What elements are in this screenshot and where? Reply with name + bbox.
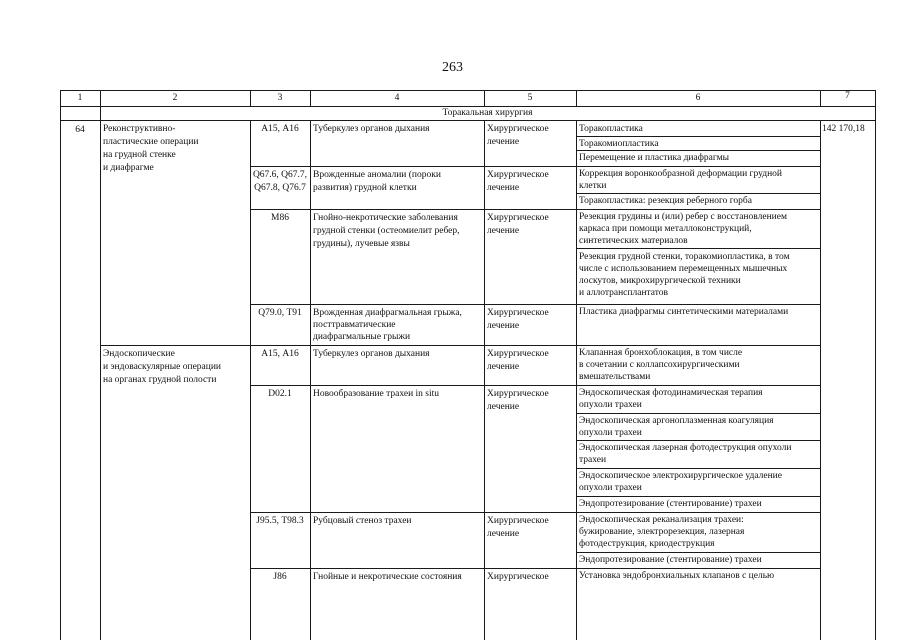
rule	[576, 136, 820, 137]
method: Эндопротезирование (стентирование) трахеи	[579, 499, 762, 509]
group-name: Реконструктивно-	[103, 124, 176, 134]
diagnosis: Врожденная диафрагмальная грыжа,	[313, 308, 462, 318]
method: Эндопротезирование (стентирование) трахеи	[579, 555, 762, 565]
treatment: Хирургическое	[487, 213, 549, 223]
column-header: 7	[845, 91, 850, 101]
icd-codes: М86	[271, 213, 289, 223]
treatment: Хирургическое	[487, 170, 549, 180]
column-header: 1	[77, 93, 83, 103]
method: каркаса при помощи металлоконструкций,	[579, 224, 752, 234]
method: опухоли трахеи	[579, 483, 642, 493]
method: Резекция грудной стенки, торакомиопластика, в том	[579, 252, 790, 262]
treatment: лечение	[487, 226, 520, 236]
group-name: пластические операции	[103, 137, 199, 147]
method: клетки	[579, 181, 607, 191]
price: 142 170,18	[822, 124, 865, 134]
method: Пластика диафрагмы синтетическими материалами	[579, 307, 789, 317]
method: Резекция грудины и (или) ребер с восстановлением	[579, 212, 787, 222]
rule	[250, 512, 820, 513]
method: числе с использованием перемещенных мышечных	[579, 264, 788, 274]
rule	[576, 496, 820, 497]
diagnosis: грудной стенки (остеомиелит ребер,	[313, 226, 460, 236]
icd-codes: Q67.8, Q76.7	[254, 183, 306, 193]
method: опухоли трахеи	[579, 428, 642, 438]
rule	[250, 166, 820, 167]
treatment: лечение	[487, 183, 520, 193]
page-number: 263	[442, 60, 463, 75]
diagnosis: развития) грудной клетки	[313, 183, 417, 193]
rule	[60, 120, 876, 121]
method: вмешательствами	[579, 372, 651, 382]
method: Эндоскопическая аргоноплазменная коагуляция	[579, 416, 774, 426]
treatment: Хирургическое	[487, 308, 549, 318]
rule	[576, 193, 820, 194]
rule	[576, 120, 577, 640]
method: в сочетании с коллапсохирургическими	[579, 360, 740, 370]
diagnosis: Новообразование трахеи in situ	[313, 389, 440, 399]
method: Эндоскопическая лазерная фотодеструкция опухоли	[579, 443, 792, 453]
rule	[60, 90, 876, 91]
icd-codes: Q79.0, Т91	[258, 308, 302, 318]
rule	[484, 120, 485, 640]
diagnosis: Гнойно-некротические заболевания	[313, 213, 458, 223]
rule	[875, 90, 876, 640]
treatment: лечение	[487, 321, 520, 331]
diagnosis: грудины), лучевые язвы	[313, 239, 410, 249]
rule	[250, 304, 820, 305]
group-name: Эндоскопические	[103, 349, 175, 359]
group-name: на органах грудной полости	[103, 375, 217, 385]
rule	[576, 468, 820, 469]
method: Перемещение и пластика диафрагмы	[579, 153, 730, 163]
column-header: 5	[527, 93, 533, 103]
rule	[250, 385, 820, 386]
diagnosis: Туберкулез органов дыхания	[313, 124, 430, 134]
method: лоскутов, микрохирургической техники	[579, 276, 741, 286]
section-title: Торакальная хирургия	[442, 108, 533, 118]
treatment: Хирургическое	[487, 349, 549, 359]
rule	[576, 440, 820, 441]
rule	[250, 209, 820, 210]
icd-codes: А15, А16	[261, 124, 299, 134]
diagnosis: Врожденные аномалии (пороки	[313, 170, 441, 180]
icd-codes: D02.1	[268, 389, 292, 399]
method: трахеи	[579, 455, 607, 465]
method: опухоли трахеи	[579, 400, 642, 410]
rule	[576, 552, 820, 553]
rule	[100, 90, 101, 640]
treatment: Хирургическое	[487, 572, 549, 582]
rule	[576, 413, 820, 414]
method: Эндоскопическая реканализация трахеи:	[579, 515, 744, 525]
rule	[250, 568, 820, 569]
icd-codes: J95.5, Т98.3	[256, 516, 304, 526]
diagnosis: Рубцовый стеноз трахеи	[313, 516, 412, 526]
group-name: и эндоваскулярные операции	[103, 362, 221, 372]
rule	[310, 120, 311, 640]
group-name: на грудной стенке	[103, 150, 176, 160]
rule	[60, 90, 61, 640]
method: бужирование, электрорезекция, лазерная	[579, 527, 745, 537]
icd-codes: J86	[273, 572, 287, 582]
treatment: лечение	[487, 137, 520, 147]
method: Клапанная бронхоблокация, в том числе	[579, 348, 743, 358]
treatment: лечение	[487, 529, 520, 539]
icd-codes: А15, А16	[261, 349, 299, 359]
column-header: 4	[394, 93, 400, 103]
rule	[820, 120, 821, 640]
diagnosis: Гнойные и некротические состояния	[313, 572, 462, 582]
method: Установка эндобронхиальных клапанов с целью	[579, 571, 775, 581]
method: Торакопластика: резекция реберного горба	[579, 196, 752, 206]
treatment: лечение	[487, 362, 520, 372]
rule	[100, 345, 820, 346]
treatment: Хирургическое	[487, 389, 549, 399]
row-number: 64	[75, 125, 85, 135]
method: Торакопластика	[579, 124, 643, 134]
method: Эндоскопическое электрохирургическое удаление	[579, 471, 782, 481]
method: Торакомиопластика	[579, 139, 659, 149]
method: и аллотрансплантатов	[579, 288, 669, 298]
method: Эндоскопическая фотодинамическая терапия	[579, 388, 763, 398]
diagnosis: Туберкулез органов дыхания	[313, 349, 430, 359]
treatment: Хирургическое	[487, 516, 549, 526]
diagnosis: посттравматические	[313, 320, 396, 330]
method: синтетических материалов	[579, 236, 688, 246]
treatment: Хирургическое	[487, 124, 549, 134]
column-header: 2	[172, 93, 178, 103]
rule	[576, 248, 820, 249]
method: Коррекция воронкообразной деформации грудной	[579, 169, 782, 179]
diagnosis: диафрагмальные грыжи	[313, 332, 411, 342]
rule	[250, 120, 251, 640]
treatment: лечение	[487, 402, 520, 412]
icd-codes: Q67.6, Q67.7,	[252, 170, 308, 180]
column-header: 6	[695, 93, 701, 103]
group-name: и диафрагме	[103, 163, 154, 173]
method: фотодеструкция, криодеструкция	[579, 539, 715, 549]
column-header: 3	[277, 93, 283, 103]
